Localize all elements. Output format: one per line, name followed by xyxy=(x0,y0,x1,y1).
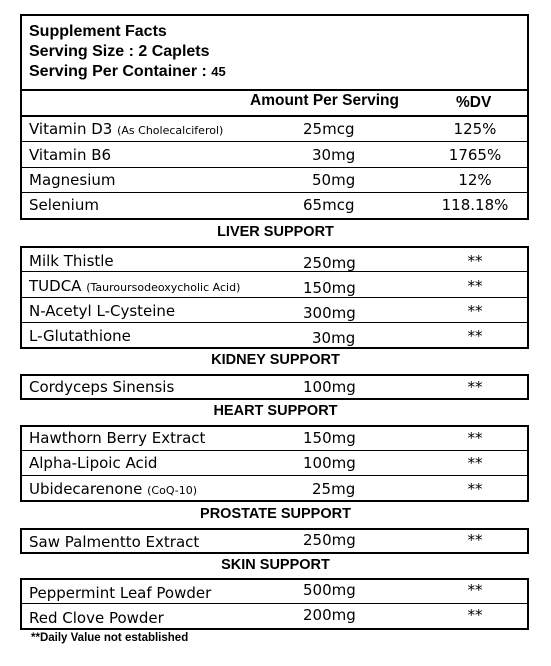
nutrient-label: Vitamin D3 xyxy=(29,120,113,138)
servings-label: Serving Per Container : xyxy=(29,63,212,80)
nutrient-amount: 25mcg xyxy=(303,120,355,138)
section-title-skin: SKIN SUPPORT xyxy=(221,557,330,573)
section-title-prostate: PROSTATE SUPPORT xyxy=(200,506,351,522)
ingredient-name xyxy=(29,480,197,498)
section-title-heart: HEART SUPPORT xyxy=(213,403,338,419)
row-divider xyxy=(20,603,529,604)
row-divider xyxy=(20,192,529,193)
ingredient-amount: 250mg xyxy=(303,254,356,272)
row-divider xyxy=(20,167,529,168)
ingredient-dv: ** xyxy=(467,454,483,472)
ingredient-dv: ** xyxy=(467,429,483,447)
servings-per-container xyxy=(29,63,226,81)
nutrient-name: Vitamin B6 xyxy=(29,146,112,164)
ingredient-amount: 100mg xyxy=(303,378,356,396)
ingredient-amount: 300mg xyxy=(303,304,356,322)
nutrient-dv: 1765% xyxy=(448,146,502,164)
ingredient-dv: ** xyxy=(467,378,483,396)
nutrient-dv: 118.18% xyxy=(441,196,509,214)
ingredient-name: L-Glutathione xyxy=(29,327,131,345)
ingredient-name: Alpha-Lipoic Acid xyxy=(29,454,158,472)
nutrient-amount: 30mg xyxy=(312,146,356,164)
ingredient-dv: ** xyxy=(467,606,483,624)
ingredient-dv: ** xyxy=(467,480,483,498)
serving-size: Serving Size : 2 Caplets xyxy=(29,43,210,60)
ingredient-name: N-Acetyl L-Cysteine xyxy=(29,302,176,320)
nutrient-dv: 12% xyxy=(458,171,492,189)
nutrient-dv: 125% xyxy=(453,120,497,138)
ingredient-amount: 100mg xyxy=(303,454,356,472)
ingredient-amount: 25mg xyxy=(312,480,356,498)
section-title-kidney: KIDNEY SUPPORT xyxy=(211,352,340,368)
amount-column-header: Amount Per Serving xyxy=(250,92,399,109)
row-divider xyxy=(20,271,529,272)
ingredient-amount: 30mg xyxy=(312,329,356,347)
ingredient-name: Saw Palmentto Extract xyxy=(29,533,200,551)
ingredient-amount: 150mg xyxy=(303,279,356,297)
ingredient-amount: 500mg xyxy=(303,581,356,599)
ingredient-label: TUDCA xyxy=(29,277,82,295)
ingredient-dv: ** xyxy=(467,302,483,320)
ingredient-name: Hawthorn Berry Extract xyxy=(29,429,206,447)
row-divider xyxy=(20,322,529,323)
ingredient-dv: ** xyxy=(467,277,483,295)
nutrient-amount: 50mg xyxy=(312,171,356,189)
ingredient-name: Cordyceps Sinensis xyxy=(29,378,175,396)
ingredient-amount: 150mg xyxy=(303,429,356,447)
nutrient-name: Selenium xyxy=(29,196,99,214)
row-divider xyxy=(20,297,529,298)
ingredient-dv: ** xyxy=(467,252,483,270)
ingredient-name: Peppermint Leaf Powder xyxy=(29,584,212,602)
ingredient-amount: 200mg xyxy=(303,606,356,624)
dv-column-header: %DV xyxy=(456,94,492,111)
ingredient-note: (Tauroursodeoxycholic Acid) xyxy=(86,281,241,294)
ingredient-dv: ** xyxy=(467,327,483,345)
ingredient-name: Red Clove Powder xyxy=(29,609,164,627)
ingredient-name: Milk Thistle xyxy=(29,252,114,270)
row-divider xyxy=(20,450,529,451)
nutrient-name: Magnesium xyxy=(29,171,116,189)
servings-count: 45 xyxy=(211,64,226,79)
ingredient-name xyxy=(29,277,240,295)
nutrient-name xyxy=(29,120,223,138)
row-divider xyxy=(20,475,529,476)
ingredient-note: (CoQ-10) xyxy=(147,484,198,497)
ingredient-dv: ** xyxy=(467,531,483,549)
ingredient-amount: 250mg xyxy=(303,531,356,549)
footnote: **Daily Value not established xyxy=(31,632,189,644)
section-title-liver: LIVER SUPPORT xyxy=(217,224,334,240)
ingredient-dv: ** xyxy=(467,581,483,599)
ingredient-label: Ubidecarenone xyxy=(29,480,143,498)
nutrient-note: (As Cholecalciferol) xyxy=(117,124,224,137)
panel-title: Supplement Facts xyxy=(29,23,167,40)
nutrient-amount: 65mcg xyxy=(303,196,355,214)
row-divider xyxy=(20,141,529,142)
